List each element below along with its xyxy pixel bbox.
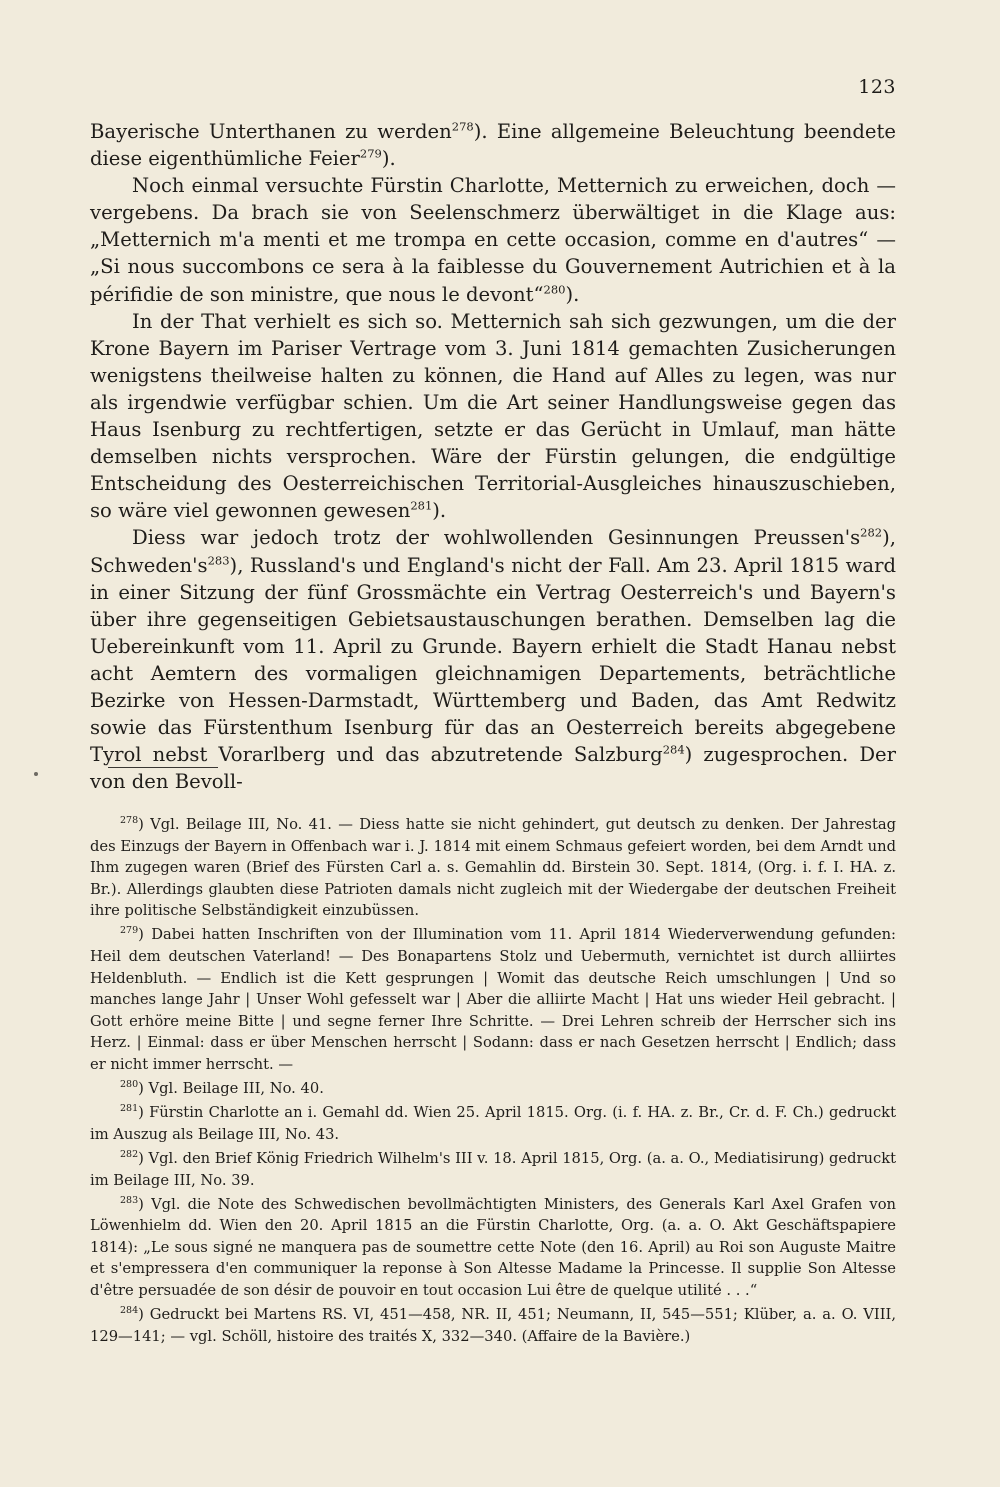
paragraph-text: ). Eine allgemeine Beleuchtung beendete diese eigenthümliche Feier — [90, 120, 897, 171]
document-page — [90, 70, 896, 1470]
footnote-text: ) Dabei hatten Inschriften von der Illumination vom 11. April 1814 Wiederverwendung gefunden: Heil dem deutschen Vaterland! — Des Bonapartens Stolz und Uebermuth, vernichtet ist durch alliirtes Heldenbluth. — Endlich ist die Kett gesprungen | Womit das deutsche Reich umschlungen | Und so manches lange Jahr | Unser Wohl gefesselt war | Aber die alliirte Macht | Hat uns wieder Heil gebracht. | Gott erhöre meine Bitte | und segne ferner Ihre Schritte. — Drei Lehren schreib der Herrscher sich ins Herz. | Einmal: dass er über Menschen herrscht | Sodann: dass er nach Gesetzen herrscht | Endlich; dass er nicht immer herrscht. — — [90, 926, 896, 1074]
paragraph-text: Noch einmal versuchte Fürstin Charlotte, Metternich zu erweichen, doch — vergebens. Da brach sie von Seelenschmerz überwältiget in die Klage aus: „Metternich m'a menti et me trompa en cette occasion, comme en d'autres“ — „Si nous succombons ce sera à la faiblesse du Gouvernement Autrichien et à la périfidie de son ministre, que nous le devont“ — [90, 174, 896, 306]
paragraph-text: ), Russland's und England's nicht der Fall. Am 23. April 1815 ward in einer Sitzung der fünf Grossmächte ein Vertrag Oesterreich's und Bayern's über ihre gegenseitigen Gebietsaustauschungen berathen. Demselben lag die Uebereinkunft vom 11. April zu Grunde. Bayern erhielt die Stadt Hanau nebst acht Aemtern des vormaligen gleichnamigen Departements, beträchtliche Bezirke von Hessen-Darmstadt, Württemberg und Baden, das Amt Redwitz sowie das Fürstenthum Isenburg für das an Oesterreich bereits abgegebene Tyrol nebst Vorarlberg und das abzutretende Salzburg — [90, 553, 896, 767]
footnote-number: 284 — [120, 1305, 139, 1317]
footnote-text: ) Fürstin Charlotte an i. Gemahl dd. Wien 25. April 1815. Org. (i. f. HA. z. Br., Cr. d. F. Ch.) gedruckt im Auszug als Beilage III, No. 43. — [90, 1104, 896, 1143]
footnote-ref-283[interactable]: 283 — [207, 552, 230, 567]
paragraph-text: ). — [381, 147, 396, 171]
paragraph-3 — [90, 308, 896, 525]
footnote-number: 278 — [120, 815, 139, 827]
footnote-ref-282[interactable]: 282 — [860, 525, 883, 540]
footnote-text: ) Vgl. die Note des Schwedischen bevollmächtigten Ministers, des Generals Karl Axel Grafen von Löwenhielm dd. Wien den 20. April 1815 an die Fürstin Charlotte, Org. (a. a. O. Akt Geschäftspapiere 1814): „Le sous signé ne manquera pas de soumettre cette Note (den 16. April) au Roi son Auguste Maitre et s'empressera d'en communiquer la reponse à Son Altesse Madame la Princesse. Il supplie Son Altesse d'être persuadée de son désir de pouvoir en tout occasion Lui être de quelque utilité . . .“ — [90, 1195, 896, 1299]
footnote-ref-278[interactable]: 278 — [451, 119, 474, 134]
footnote-ref-284[interactable]: 284 — [662, 742, 685, 757]
paragraph-text: ). — [565, 282, 580, 306]
page-number: 123 — [858, 76, 896, 98]
footnote-number: 283 — [120, 1194, 139, 1206]
footnote-283 — [90, 1194, 896, 1302]
footnote-number: 281 — [120, 1103, 139, 1115]
paragraph-text: ) zugesprochen. Der von den Bevoll- — [90, 743, 896, 794]
paragraph-text: Diess war jedoch trotz der wohlwollenden Gesinnungen Preussen's — [132, 526, 861, 550]
footnote-ref-281[interactable]: 281 — [410, 498, 433, 513]
main-text — [90, 118, 896, 795]
footnote-number: 280 — [120, 1079, 139, 1091]
paper-speck — [34, 772, 38, 776]
paragraph-text: Bayerische Unterthanen zu werden — [90, 120, 452, 143]
paragraph-1 — [90, 118, 896, 172]
footnote-text: ) Vgl. Beilage III, No. 41. — Diess hatte sie nicht gehindert, gut deutsch zu denken. Der Jahrestag des Einzugs der Bayern in Offenbach war i. J. 1814 mit einem Schmaus gefeiert worden, bei dem Arndt und Ihm zugegen waren (Brief des Fürsten Carl a. s. Gemahlin dd. Birstein 30. Sept. 1814, (Org. i. f. I. HA. z. Br.). Allerdings glaubten diese Patrioten damals nicht zugleich mit der Wiedergabe der deutschen Freiheit ihre politische Selbständigkeit einzubüssen. — [90, 816, 896, 920]
paragraph-4 — [90, 524, 896, 795]
footnote-280 — [90, 1078, 896, 1100]
footnotes — [90, 814, 896, 1350]
paragraph-text: In der That verhielt es sich so. Metternich sah sich gezwungen, um die der Krone Bayern im Pariser Vertrage vom 3. Juni 1814 gemachten Zusicherungen wenigstens theilweise halten zu können, die Hand auf Alles zu legen, was nur als irgendwie verfügbar schien. Um die Art seiner Handlungsweise gegen das Haus Isenburg zu rechtfertigen, setzte er das Gerücht in Umlauf, man hätte demselben nichts versprochen. Wäre der Fürstin gelungen, die endgültige Entscheidung des Oesterreichischen Territorial-Ausgleiches hinauszuschieben, so wäre viel gewonnen gewesen — [90, 309, 896, 523]
footnote-284 — [90, 1304, 896, 1347]
paragraph-2 — [90, 172, 896, 307]
footnote-ref-280[interactable]: 280 — [543, 282, 566, 297]
paragraph-text: ), Schweden's — [90, 526, 896, 577]
footnote-number: 279 — [120, 925, 139, 937]
footnote-279 — [90, 924, 896, 1075]
footnote-text: ) Gedruckt bei Martens RS. VI, 451—458, NR. II, 451; Neumann, II, 545—551; Klüber, a. a. O. VIII, 129—141; — vgl. Schöll, histoire des traités X, 332—340. (Affaire de la Bavière.) — [90, 1306, 896, 1345]
footnote-281 — [90, 1102, 896, 1145]
footnote-278 — [90, 814, 896, 922]
footnote-282 — [90, 1148, 896, 1191]
footnote-divider — [108, 767, 218, 768]
footnote-text: ) Vgl. Beilage III, No. 40. — [138, 1080, 324, 1098]
paragraph-text: ). — [432, 499, 447, 523]
footnote-ref-279[interactable]: 279 — [359, 146, 382, 161]
footnote-number: 282 — [120, 1149, 139, 1161]
footnote-text: ) Vgl. den Brief König Friedrich Wilhelm's III v. 18. April 1815, Org. (a. a. O., Mediatisirung) gedruckt im Beilage III, No. 39. — [90, 1149, 896, 1189]
